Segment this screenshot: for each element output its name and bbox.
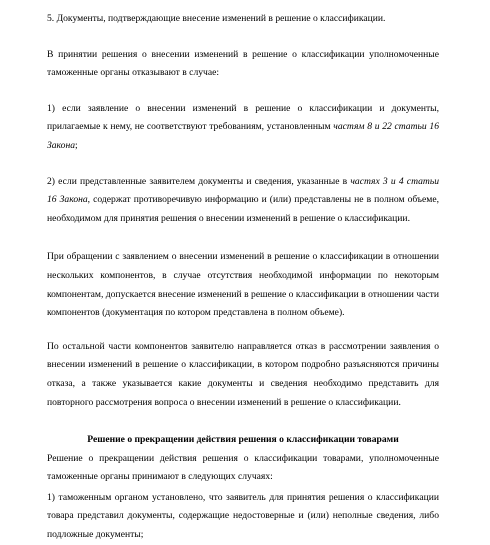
multi-component-paragraph: При обращении с заявлением о внесении изменений в решение о классификации в отношении нескольких компонентов, в случае отсутствия необходимой информации по некоторым компонентам, допускается внесение изменений в решение о классификации в отношении части компонентов (документация по котором представлена в полном объеме). (47, 251, 439, 319)
refusal-intro-paragraph: В принятии решения о внесении изменений в решение о классификации уполномоченные таможенные органы отказывают в случае: (47, 48, 439, 79)
refusal-case-2-rest: , содержат противоречивую информацию и (или) представлены не в полном объеме, необходимом для принятия решения о внесении изменений в решение о классификации. (47, 194, 439, 224)
refusal-case-1-end: ; (75, 139, 78, 151)
law-reference-link: частям 8 и 22 статьи 16 Закона (47, 121, 439, 151)
refusal-case-2-paragraph (47, 173, 439, 229)
refusal-case-1-paragraph (47, 100, 439, 156)
refusal-case-1-text: 1) если заявление о внесении изменений в решение о классификации и документы, прилагаемые к нему, не соответствуют требованиям, установленным (47, 102, 439, 133)
law-reference-link: частях 3 и 4 статьи 16 Закона (47, 175, 439, 206)
item-5-paragraph: 5. Документы, подтверждающие внесение изменений в решение о классификации. (47, 13, 386, 24)
termination-heading: Решение о прекращении действия решения о классификации товарами (87, 434, 399, 446)
other-components-paragraph: По остальной части компонентов заявителю направляется отказ в рассмотрении заявления о внесении изменений в решение о классификации, в котором подробно разъясняются причины отказа, а также указывается какие документы и сведения необходимо представить для повторного рассмотрения вопроса о внесении изменений в решение о классификации. (47, 340, 439, 408)
termination-intro-paragraph: Решение о прекращении действия решения о классификации товарами, уполномоченные таможенные органы принимают в следующих случаях: (47, 452, 439, 483)
refusal-case-2-text: 2) если представленные заявителем документы и сведения, указанные в (47, 175, 351, 187)
termination-case-1-paragraph: 1) таможенным органом установлено, что заявитель для принятия решения о классификации товара представил документы, содержащие недостоверные и (или) неполные сведения, либо подложные документы; (47, 491, 439, 541)
